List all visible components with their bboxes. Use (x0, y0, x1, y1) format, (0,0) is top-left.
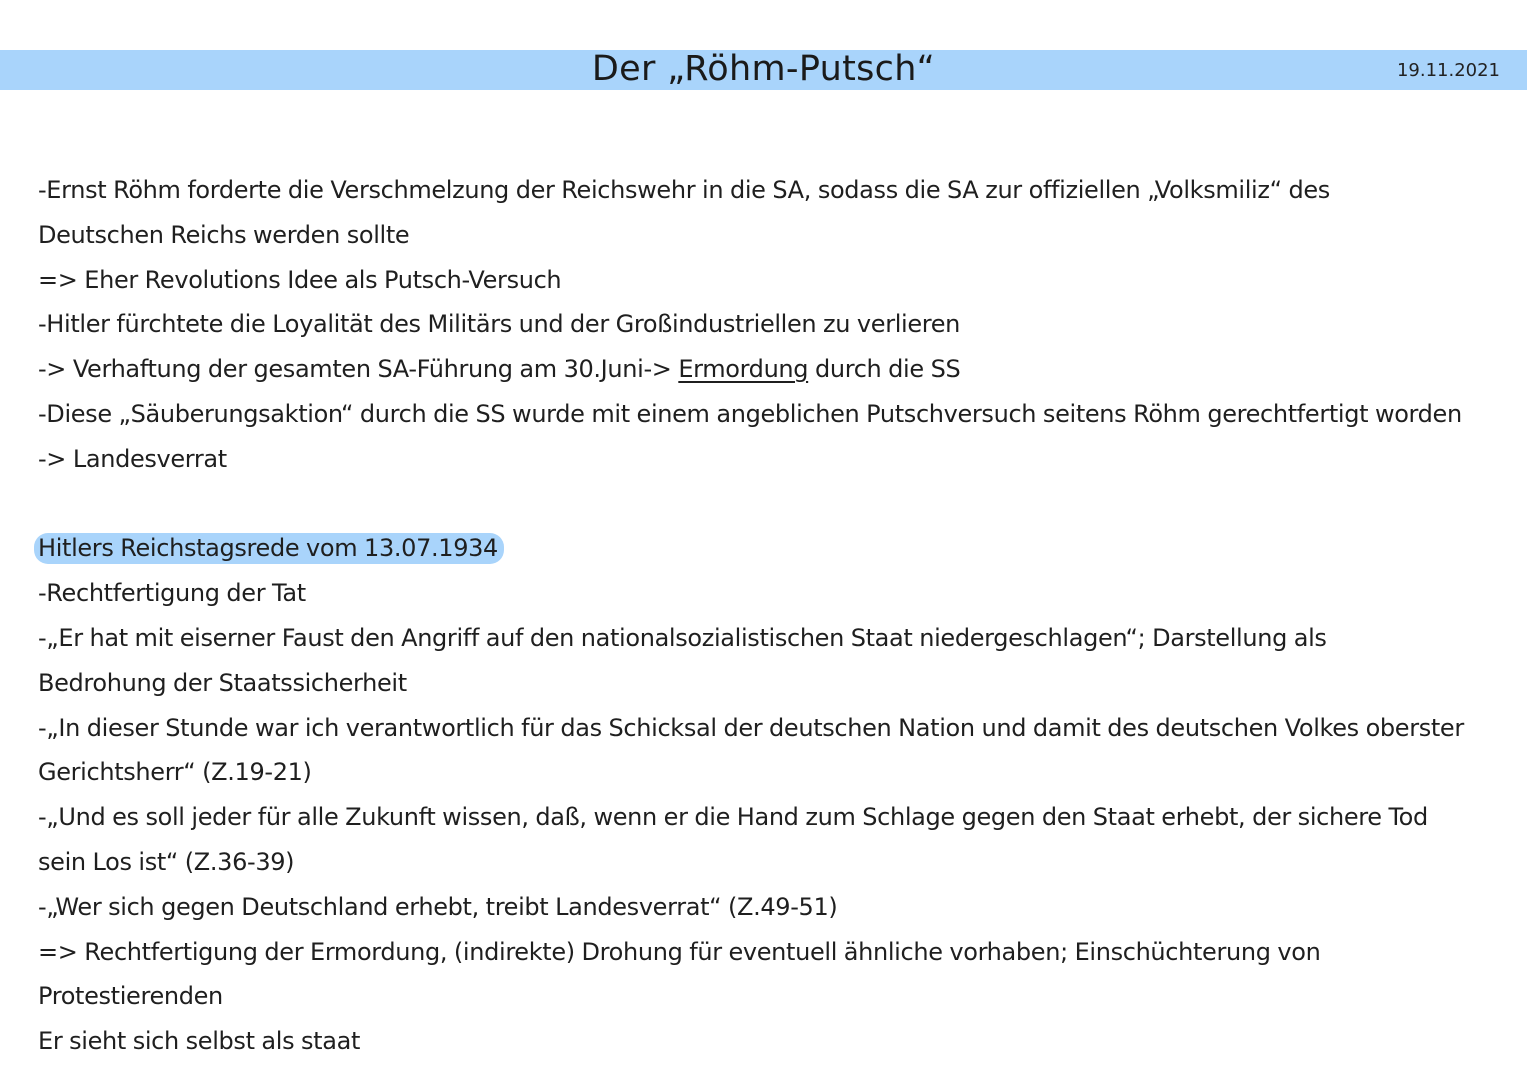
note-date: 19.11.2021 (1396, 60, 1500, 81)
note-line (38, 347, 1498, 392)
note-line: -„In dieser Stunde war ich verantwortlich für das Schicksal der deutschen Nation und damit des deutschen Volkes oberster (38, 713, 1464, 742)
note-line: -Rechtfertigung der Tat (38, 579, 306, 608)
note-line: -> Landesverrat (38, 444, 227, 473)
note-line: Gerichtsherr“ (Z.19-21) (38, 758, 312, 787)
note-text: -> Verhaftung der gesamten SA-Führung am 30.Juni-> (38, 355, 672, 384)
page-title: Der „Röhm-Putsch“ (591, 49, 936, 89)
section-heading: Hitlers Reichstagsrede vom 13.07.1934 (34, 533, 504, 564)
underlined-term: Ermordung (678, 355, 809, 384)
section-gap (38, 482, 1498, 527)
note-line: => Eher Revolutions Idee als Putsch-Versuch (38, 265, 562, 294)
note-line: Bedrohung der Staatssicherheit (38, 668, 407, 697)
note-text: durch die SS (814, 355, 961, 384)
section-heading-line (38, 526, 1498, 571)
note-line: -„Er hat mit eiserner Faust den Angriff auf den nationalsozialistischen Staat niedergeschlagen“; Darstellung als (38, 623, 1327, 652)
note-line: sein Los ist“ (Z.36-39) (38, 847, 295, 876)
note-line: -Ernst Röhm forderte die Verschmelzung der Reichswehr in die SA, sodass die SA zur offiziellen „Volksmiliz“ des (38, 176, 1330, 204)
note-line: Protestierenden (38, 982, 223, 1011)
note-line: -Diese „Säuberungsaktion“ durch die SS wurde mit einem angeblichen Putschversuch seitens Röhm gerechtfertigt worden (38, 399, 1462, 428)
note-line: Deutschen Reichs werden sollte (38, 220, 410, 249)
notes-body (38, 168, 1498, 1064)
note-line: => Rechtfertigung der Ermordung, (indirekte) Drohung für eventuell ähnliche vorhaben; Einschüchterung von (38, 937, 1321, 966)
note-line: Er sieht sich selbst als staat (38, 1027, 361, 1056)
note-line: -Hitler fürchtete die Loyalität des Militärs und der Großindustriellen zu verlieren (38, 310, 961, 339)
note-line: -„Und es soll jeder für alle Zukunft wissen, daß, wenn er die Hand zum Schlage gegen den Staat erhebt, der sichere Tod (38, 803, 1428, 832)
note-line: -„Wer sich gegen Deutschland erhebt, treibt Landesverrat“ (Z.49-51) (38, 892, 838, 921)
